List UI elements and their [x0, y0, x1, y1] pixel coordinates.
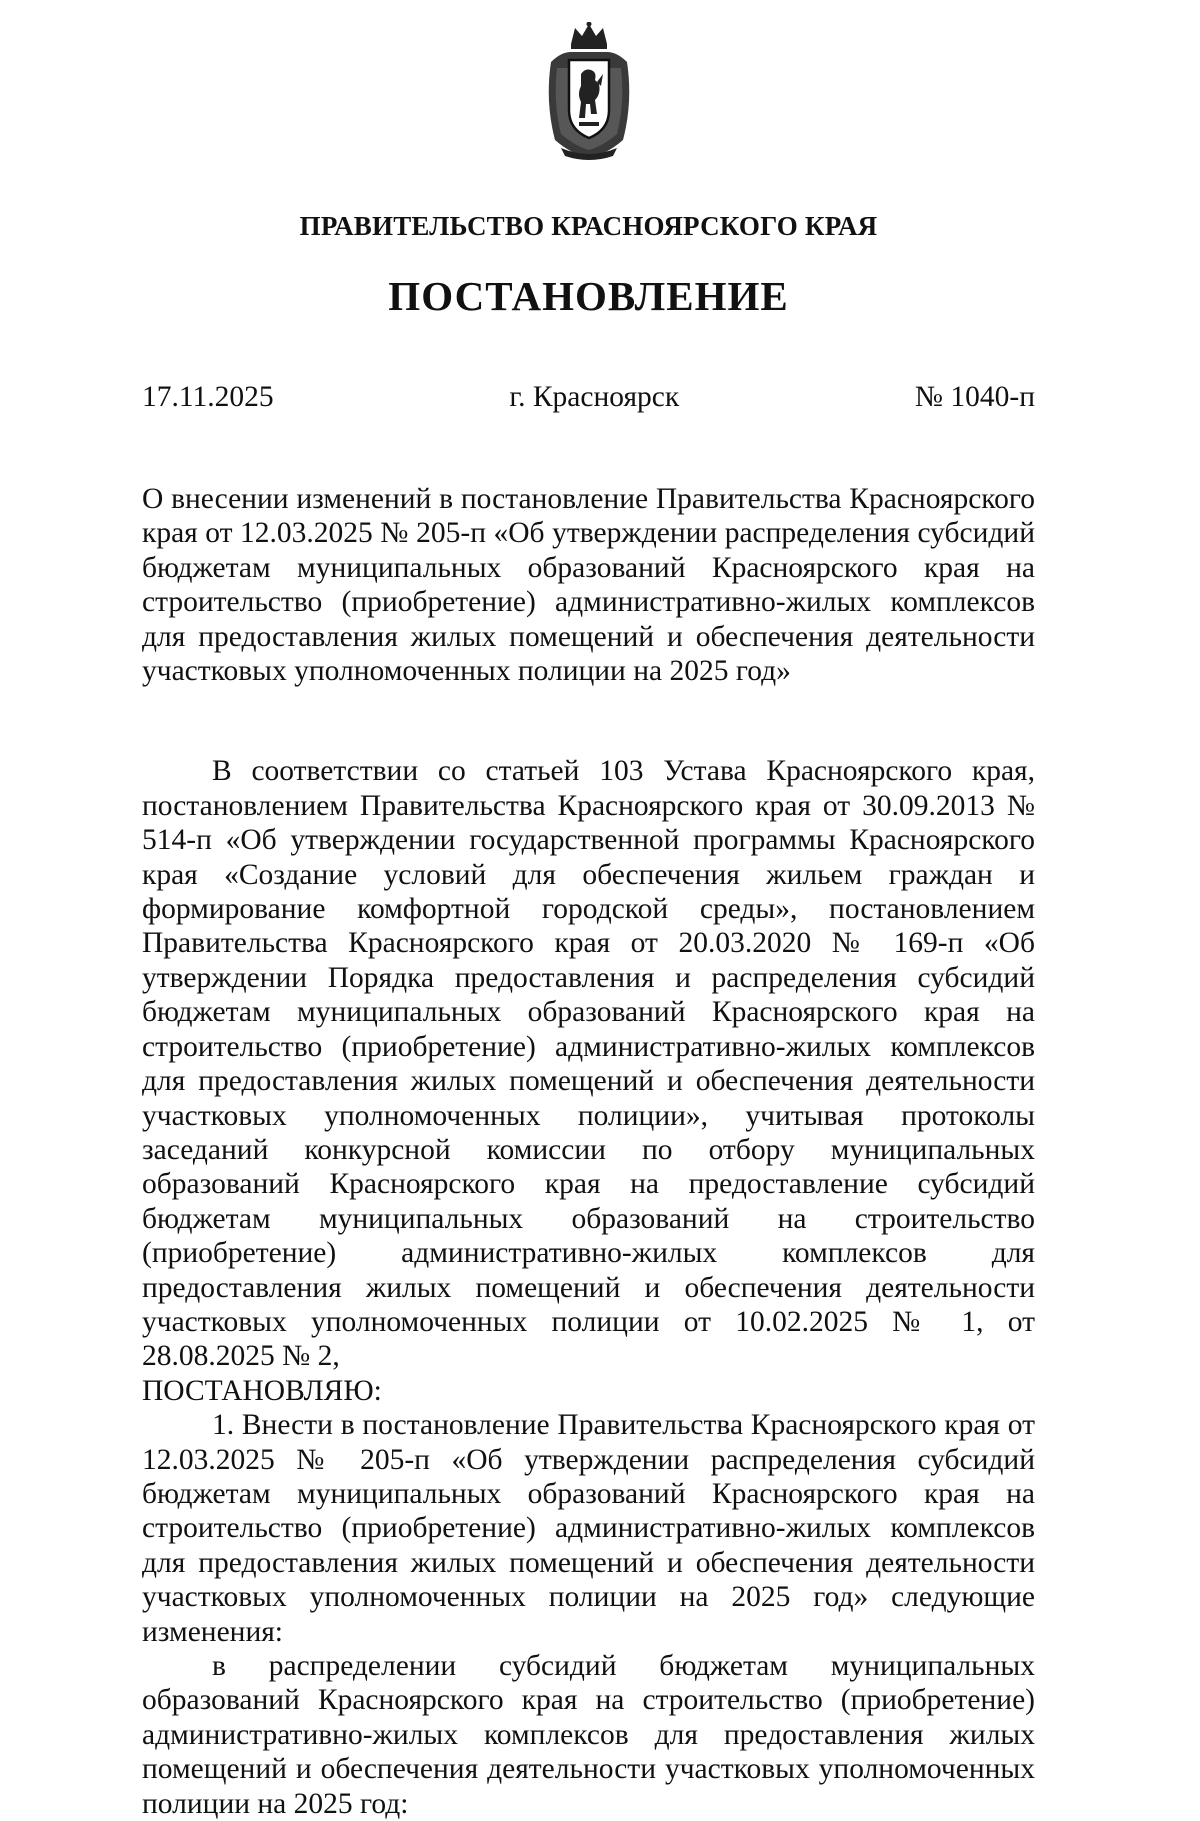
resolve-paragraph: ПОСТАНОВЛЯЮ: [142, 1374, 382, 1407]
government-title: ПРАВИТЕЛЬСТВО КРАСНОЯРСКОГО КРАЯ [299, 211, 878, 241]
document-type-title: ПОСТАНОВЛЕНИЕ [388, 273, 789, 319]
item-1-detail-paragraph: в распределении субсидий бюджетам муниципальных образований Красноярского края на строительство (приобретение) административно-жилых комплексов для предоставления жилых помещений и обеспечения деятельности участковых уполномоченных полиции на 2025 год: [142, 1650, 1035, 1820]
document-body [142, 754, 1035, 1821]
document-city: г. Красноярск [509, 381, 680, 413]
document-number: № 1040-п [914, 381, 1035, 413]
coat-of-arms-icon [541, 22, 637, 162]
document-page [0, 22, 1200, 1820]
document-meta [142, 380, 1035, 414]
preamble-paragraph: В соответствии со статьей 103 Устава Красноярского края, постановлением Правительства Красноярского края от 30.09.2013 № 514-п «Об утверждении государственной программы Красноярского края «Создание условий для обеспечения жильем граждан и формирование комфортной городской среды», постановлением Правительства Красноярского края от 20.03.2020 № 169-п «Об утверждении Порядка предоставления и распределения субсидий бюджетам муниципальных образований Красноярского края на строительство (приобретение) административно-жилых комплексов для предоставления жилых помещений и обеспечения деятельности участковых уполномоченных полиции», учитывая протоколы заседаний конкурсной комиссии по отбору муниципальных образований Красноярского края на предоставление субсидий бюджетам муниципальных образований на строительство (приобретение) административно-жилых комплексов для предоставления жилых помещений и обеспечения деятельности участковых уполномоченных полиции от 10.02.2025 № 1, от 28.08.2025 № 2, [142, 755, 1035, 1373]
document-subject: О внесении изменений в постановление Правительства Красноярского края от 12.03.2025 № 205-п «Об утверждении распределения субсидий бюджетам муниципальных образований Красноярского края на строительство (приобретение) административно-жилых комплексов для предоставления жилых помещений и обеспечения деятельности участковых уполномоченных полиции на 2025 год» [142, 483, 1035, 688]
document-date: 17.11.2025 [142, 381, 274, 413]
item-1-paragraph: 1. Внести в постановление Правительства Красноярского края от 12.03.2025 № 205-п «Об утверждении распределения субсидий бюджетам муниципальных образований Красноярского края на строительство (приобретение) административно-жилых комплексов для предоставления жилых помещений и обеспечения деятельности участковых уполномоченных полиции на 2025 год» следующие изменения: [142, 1409, 1035, 1648]
